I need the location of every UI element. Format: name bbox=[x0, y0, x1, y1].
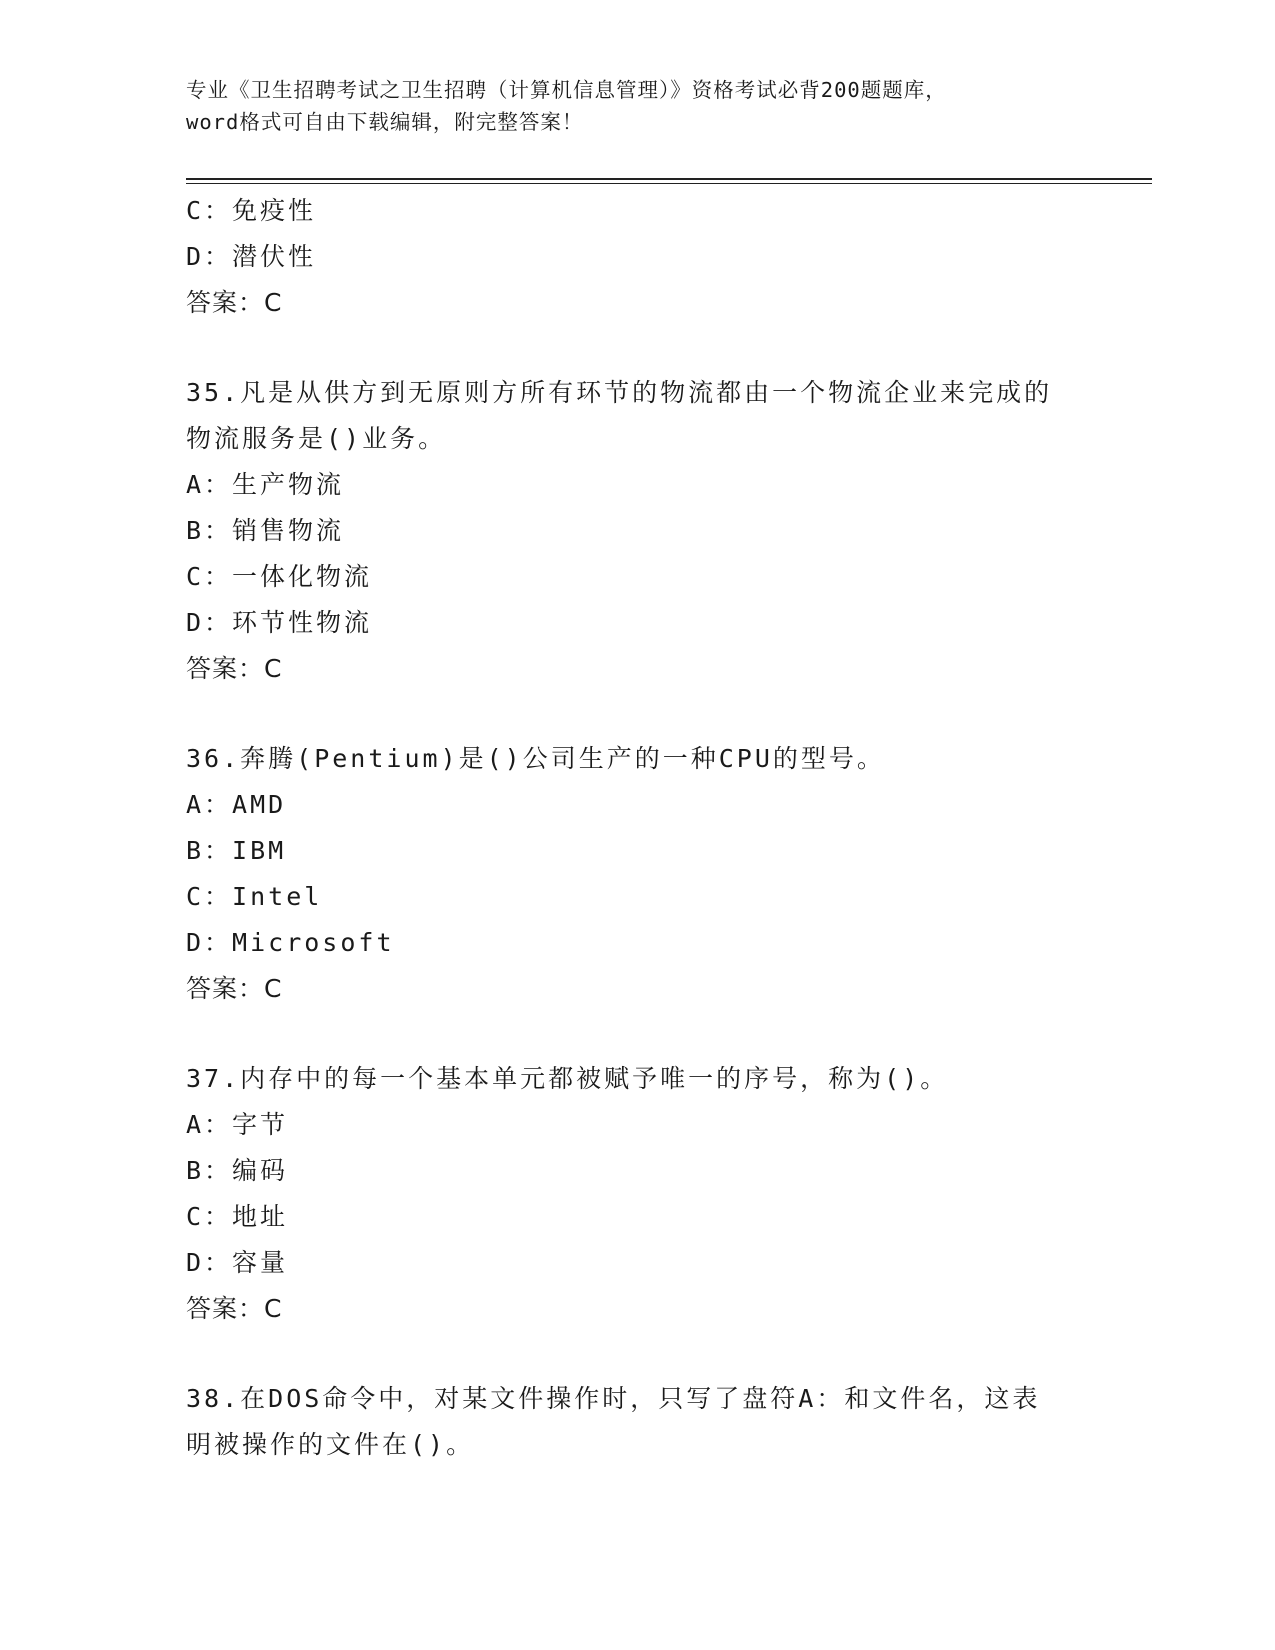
question-37 bbox=[186, 1056, 1086, 1332]
question-text-line-1: 38.在DOS命令中，对某文件操作时，只写了盘符A：和文件名，这表 bbox=[186, 1384, 1041, 1413]
question-text-line-2: 物流服务是()业务。 bbox=[186, 424, 447, 453]
option-d: D：Microsoft bbox=[186, 928, 395, 957]
spacer bbox=[186, 326, 1086, 370]
header-line-1: 专业《卫生招聘考试之卫生招聘（计算机信息管理）》资格考试必背200题题库， bbox=[186, 78, 947, 102]
document-header bbox=[186, 74, 1086, 138]
option-c: C：Intel bbox=[186, 882, 323, 911]
option-c: C：一体化物流 bbox=[186, 562, 373, 591]
document-body bbox=[186, 188, 1086, 1468]
header-rule-thick bbox=[186, 178, 1152, 180]
question-34-partial bbox=[186, 188, 1086, 326]
header-rule-thin bbox=[186, 183, 1152, 184]
question-text-line-1: 35.凡是从供方到无原则方所有环节的物流都由一个物流企业来完成的 bbox=[186, 378, 1053, 407]
question-35 bbox=[186, 370, 1086, 692]
question-text-line-1: 37.内存中的每一个基本单元都被赋予唯一的序号，称为()。 bbox=[186, 1064, 949, 1093]
option-a: A：生产物流 bbox=[186, 470, 345, 499]
option-a: A：字节 bbox=[186, 1110, 289, 1139]
option-b: B：销售物流 bbox=[186, 516, 345, 545]
spacer bbox=[186, 1332, 1086, 1376]
question-text-line-2: 明被操作的文件在()。 bbox=[186, 1430, 475, 1459]
option-c: C：免疫性 bbox=[186, 196, 317, 225]
header-line-2: word格式可自由下载编辑，附完整答案！ bbox=[186, 110, 584, 134]
spacer bbox=[186, 1012, 1086, 1056]
option-d: D：潜伏性 bbox=[186, 242, 317, 271]
option-b: B：IBM bbox=[186, 836, 287, 865]
question-36 bbox=[186, 736, 1086, 1012]
option-d: D：环节性物流 bbox=[186, 608, 373, 637]
option-d: D：容量 bbox=[186, 1248, 289, 1277]
question-38 bbox=[186, 1376, 1086, 1468]
spacer bbox=[186, 692, 1086, 736]
answer-line: 答案：C bbox=[186, 288, 283, 317]
question-text-line-1: 36.奔腾(Pentium)是()公司生产的一种CPU的型号。 bbox=[186, 744, 885, 773]
answer-line: 答案：C bbox=[186, 974, 283, 1003]
answer-line: 答案：C bbox=[186, 1294, 283, 1323]
option-b: B：编码 bbox=[186, 1156, 289, 1185]
option-c: C：地址 bbox=[186, 1202, 289, 1231]
option-a: A：AMD bbox=[186, 790, 287, 819]
answer-line: 答案：C bbox=[186, 654, 283, 683]
